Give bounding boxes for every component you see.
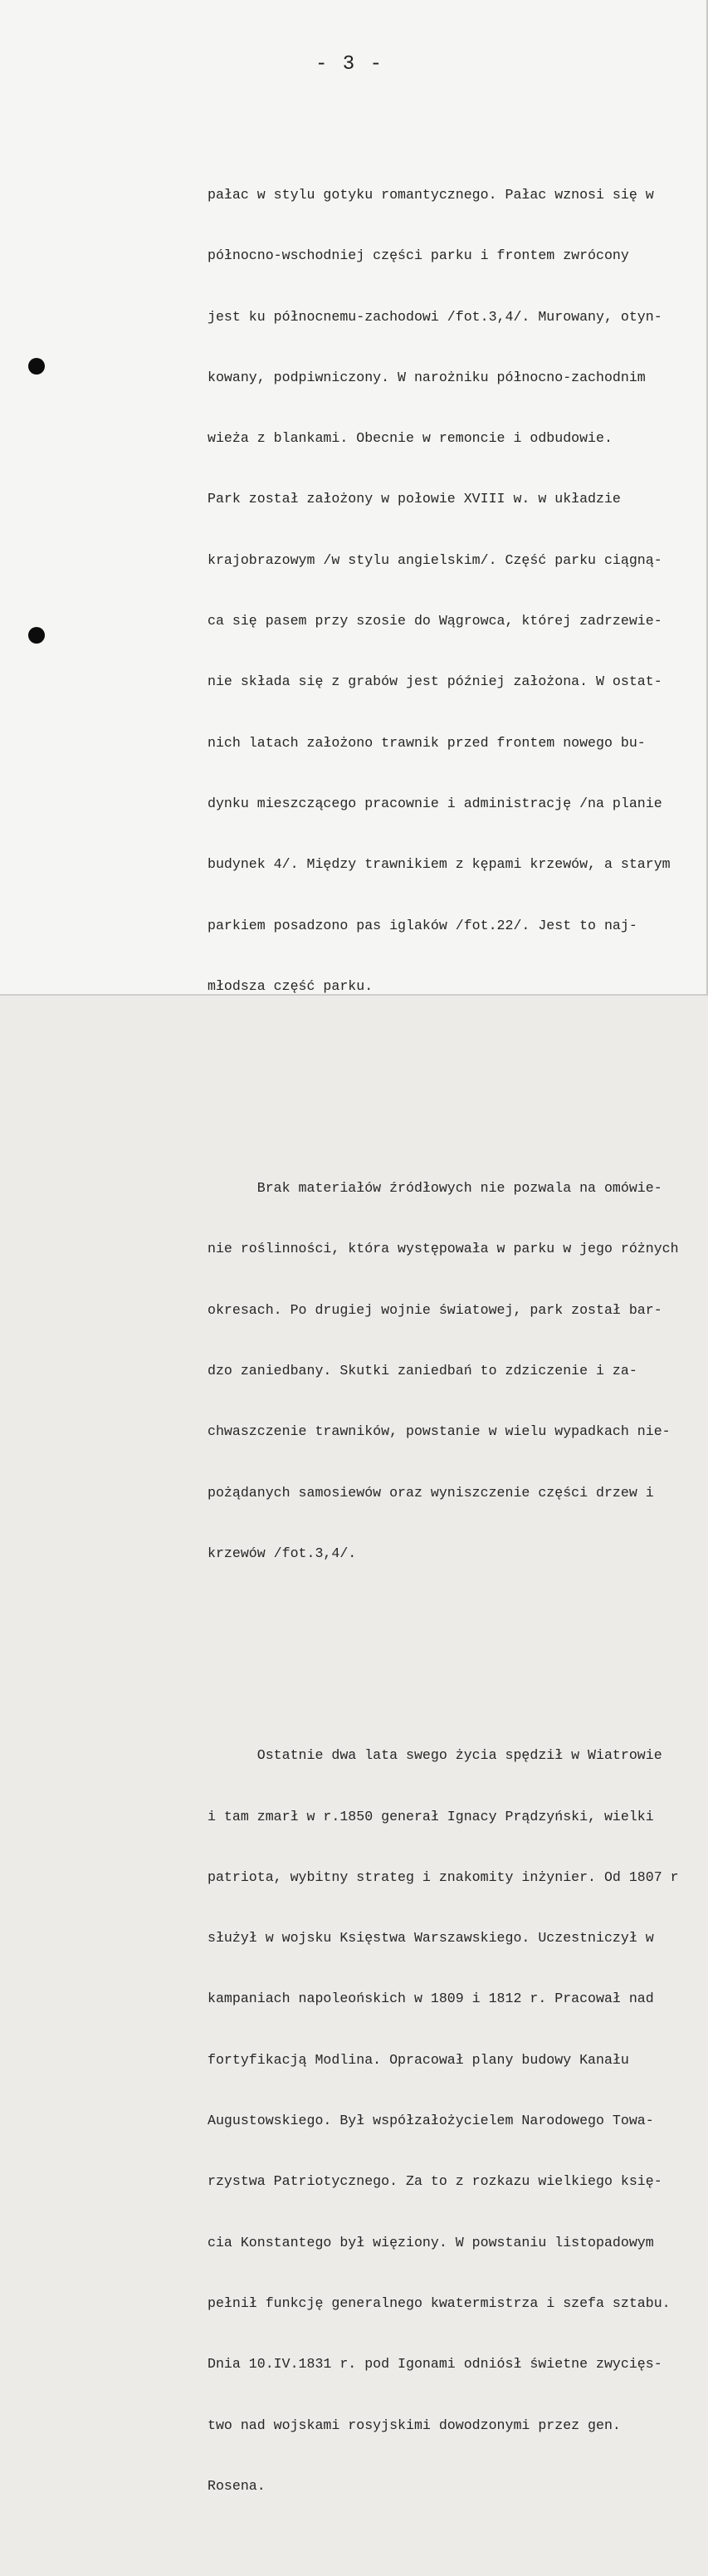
text-line: nie roślinności, która występowała w parku w jego różnych xyxy=(208,1241,679,1257)
text-line: Park został założony w połowie XVIII w. w układzie xyxy=(208,491,621,507)
text-line: pełnił funkcję generalnego kwatermistrza i szefa sztabu. xyxy=(208,2294,671,2311)
paragraph-2 xyxy=(208,1138,708,1604)
text-line: i tam zmarł w r.1850 generał Ignacy Prądzyński, wielki xyxy=(208,1808,654,1824)
text-line: dynku mieszczącego pracownie i administrację /na planie xyxy=(208,795,662,811)
text-line: ca się pasem przy szosie do Wągrowca, której zadrzewie- xyxy=(208,613,662,629)
text-line: pałac w stylu gotyku romantycznego. Pałac wznosi się w xyxy=(208,187,654,203)
text-line: chwaszczenie trawników, powstanie w wielu wypadkach nie- xyxy=(208,1423,671,1440)
paragraph-1 xyxy=(208,144,708,1036)
punch-hole-top xyxy=(28,358,45,375)
text-line: Augustowskiego. Był współzałożycielem Narodowego Towa- xyxy=(208,2113,654,2129)
text-line: nich latach założono trawnik przed frontem nowego bu- xyxy=(208,734,646,751)
punch-hole-bottom xyxy=(28,627,45,644)
text-line: pożądanych samosiewów oraz wyniszczenie części drzew i xyxy=(208,1484,654,1501)
text-line: Rosena. xyxy=(208,2477,266,2494)
text-line: parkiem posadzono pas iglaków /fot.22/. Jest to naj- xyxy=(208,917,637,933)
text-line: Brak materiałów źródłowych nie pozwala na omówie- xyxy=(208,1180,662,1197)
text-line: krajobrazowym /w stylu angielskim/. Część parku ciągną- xyxy=(208,551,662,568)
text-line: północno-wschodniej części parku i frontem zwrócony xyxy=(208,247,629,264)
text-line: rzystwa Patriotycznego. Za to z rozkazu wielkiego księ- xyxy=(208,2173,662,2190)
text-line: okresach. Po drugiej wojnie światowej, park został bar- xyxy=(208,1301,662,1318)
paragraph-3 xyxy=(208,1705,708,2536)
text-line: wieża z blankami. Obecnie w remoncie i odbudowie. xyxy=(208,430,613,447)
text-line: służył w wojsku Księstwa Warszawskiego. Uczestniczył w xyxy=(208,1930,654,1947)
text-line: kampaniach napoleońskich w 1809 i 1812 r. Pracował nad xyxy=(208,1991,654,2007)
text-line: patriota, wybitny strateg i znakomity inżynier. Od 1807 r xyxy=(208,1868,679,1885)
paragraph-gap xyxy=(208,1643,708,1665)
text-line: Dnia 10.IV.1831 r. pod Igonami odniósł świetne zwycięs- xyxy=(208,2356,662,2373)
text-line: młodsza część parku. xyxy=(208,977,374,994)
typed-text-body xyxy=(208,105,708,2576)
text-line: budynek 4/. Między trawnikiem z kępami krzewów, a starym xyxy=(208,856,671,873)
text-line: Ostatnie dwa lata swego życia spędził w Wiatrowie xyxy=(208,1747,662,1764)
text-line: krzewów /fot.3,4/. xyxy=(208,1545,357,1561)
text-line: nie składa się z grabów jest później założona. W ostat- xyxy=(208,673,662,690)
text-line: two nad wojskami rosyjskimi dowodzonymi przez gen. xyxy=(208,2417,621,2433)
text-line: dzo zaniedbany. Skutki zaniedbań to zdziczenie i za- xyxy=(208,1363,637,1379)
text-line: kowany, podpiwniczony. W narożniku północno-zachodnim xyxy=(208,369,646,385)
text-line: jest ku północnemu-zachodowi /fot.3,4/. Murowany, otyn- xyxy=(208,308,662,325)
paragraph-gap xyxy=(208,1076,708,1098)
text-line: cia Konstantego był więziony. W powstaniu listopadowym xyxy=(208,2234,654,2250)
page-number: - 3 - xyxy=(315,53,384,76)
text-line: fortyfikacją Modlina. Opracował plany budowy Kanału xyxy=(208,2051,629,2068)
